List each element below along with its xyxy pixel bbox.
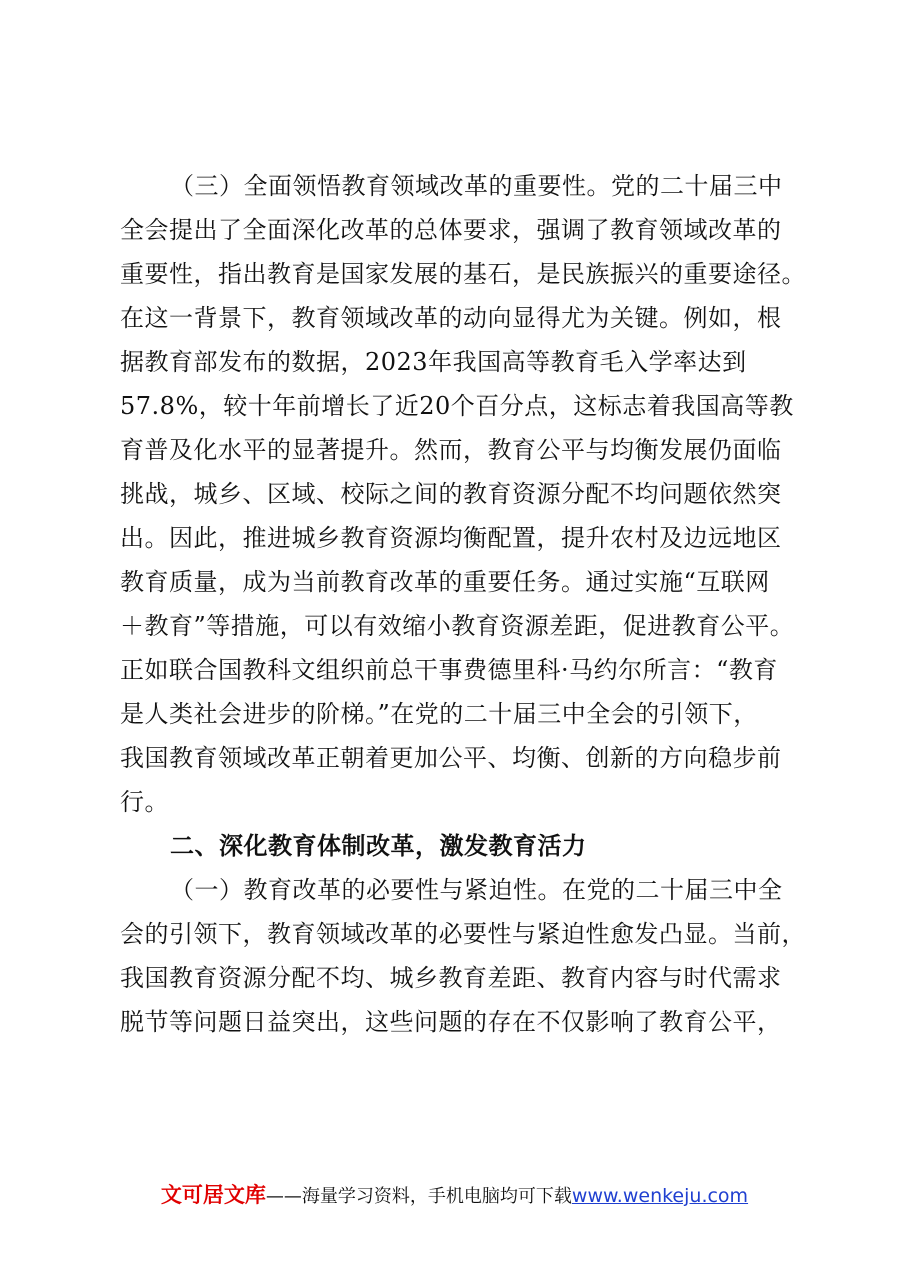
paragraph-line: 我国教育领域改革正朝着更加公平、均衡、创新的方向稳步前 <box>120 744 782 772</box>
paragraph-line: 会的引领下，教育领域改革的必要性与紧迫性愈发凸显。当前， <box>120 920 806 948</box>
paragraph-line: 在这一背景下，教育领域改革的动向显得尤为关键。例如，根 <box>120 304 782 332</box>
paragraph-line: （一）教育改革的必要性与紧迫性。在党的二十届三中全 <box>170 876 783 904</box>
paragraph-line: 全会提出了全面深化改革的总体要求，强调了教育领域改革的 <box>120 216 782 244</box>
paragraph-line: 据教育部发布的数据，2023年我国高等教育毛入学率达到 <box>120 348 747 376</box>
footer-tagline: 海量学习资料，手机电脑均可下载 <box>301 1186 572 1207</box>
paragraph-line: 脱节等问题日益突出，这些问题的存在不仅影响了教育公平， <box>120 1008 782 1036</box>
paragraph-line: 我国教育资源分配不均、城乡教育差距、教育内容与时代需求 <box>120 964 782 992</box>
paragraph-line: 教育质量，成为当前教育改革的重要任务。通过实施“互联网 <box>120 568 770 596</box>
paragraph-line: 重要性，指出教育是国家发展的基石，是民族振兴的重要途径。 <box>120 260 806 288</box>
section-heading: 二、深化教育体制改革，激发教育活力 <box>170 832 587 860</box>
paragraph-line: 行。 <box>120 788 169 816</box>
footer-url-link[interactable]: www.wenkeju.com <box>571 1185 749 1207</box>
footer-separator: —— <box>265 1186 302 1207</box>
paragraph-line: 是人类社会进步的阶梯。”在党的二十届三中全会的引领下， <box>120 700 758 728</box>
paragraph-line: 育普及化水平的显著提升。然而，教育公平与均衡发展仍面临 <box>120 436 782 464</box>
footer-brand: 文可居文库 <box>160 1183 266 1207</box>
paragraph-line: 正如联合国教科文组织前总干事费德里科·马约尔所言：“教育 <box>120 656 778 684</box>
paragraph-line: 57.8%，较十年前增长了近20个百分点，这标志着我国高等教 <box>120 392 794 420</box>
footer-banner <box>0 1182 909 1210</box>
paragraph-line: 出。因此，推进城乡教育资源均衡配置，提升农村及边远地区 <box>120 524 782 552</box>
paragraph-line: ＋教育”等措施，可以有效缩小教育资源差距，促进教育公平。 <box>120 612 795 640</box>
paragraph-line: （三）全面领悟教育领域改革的重要性。党的二十届三中 <box>170 172 783 200</box>
paragraph-line: 挑战，城乡、区域、校际之间的教育资源分配不均问题依然突 <box>120 480 782 508</box>
